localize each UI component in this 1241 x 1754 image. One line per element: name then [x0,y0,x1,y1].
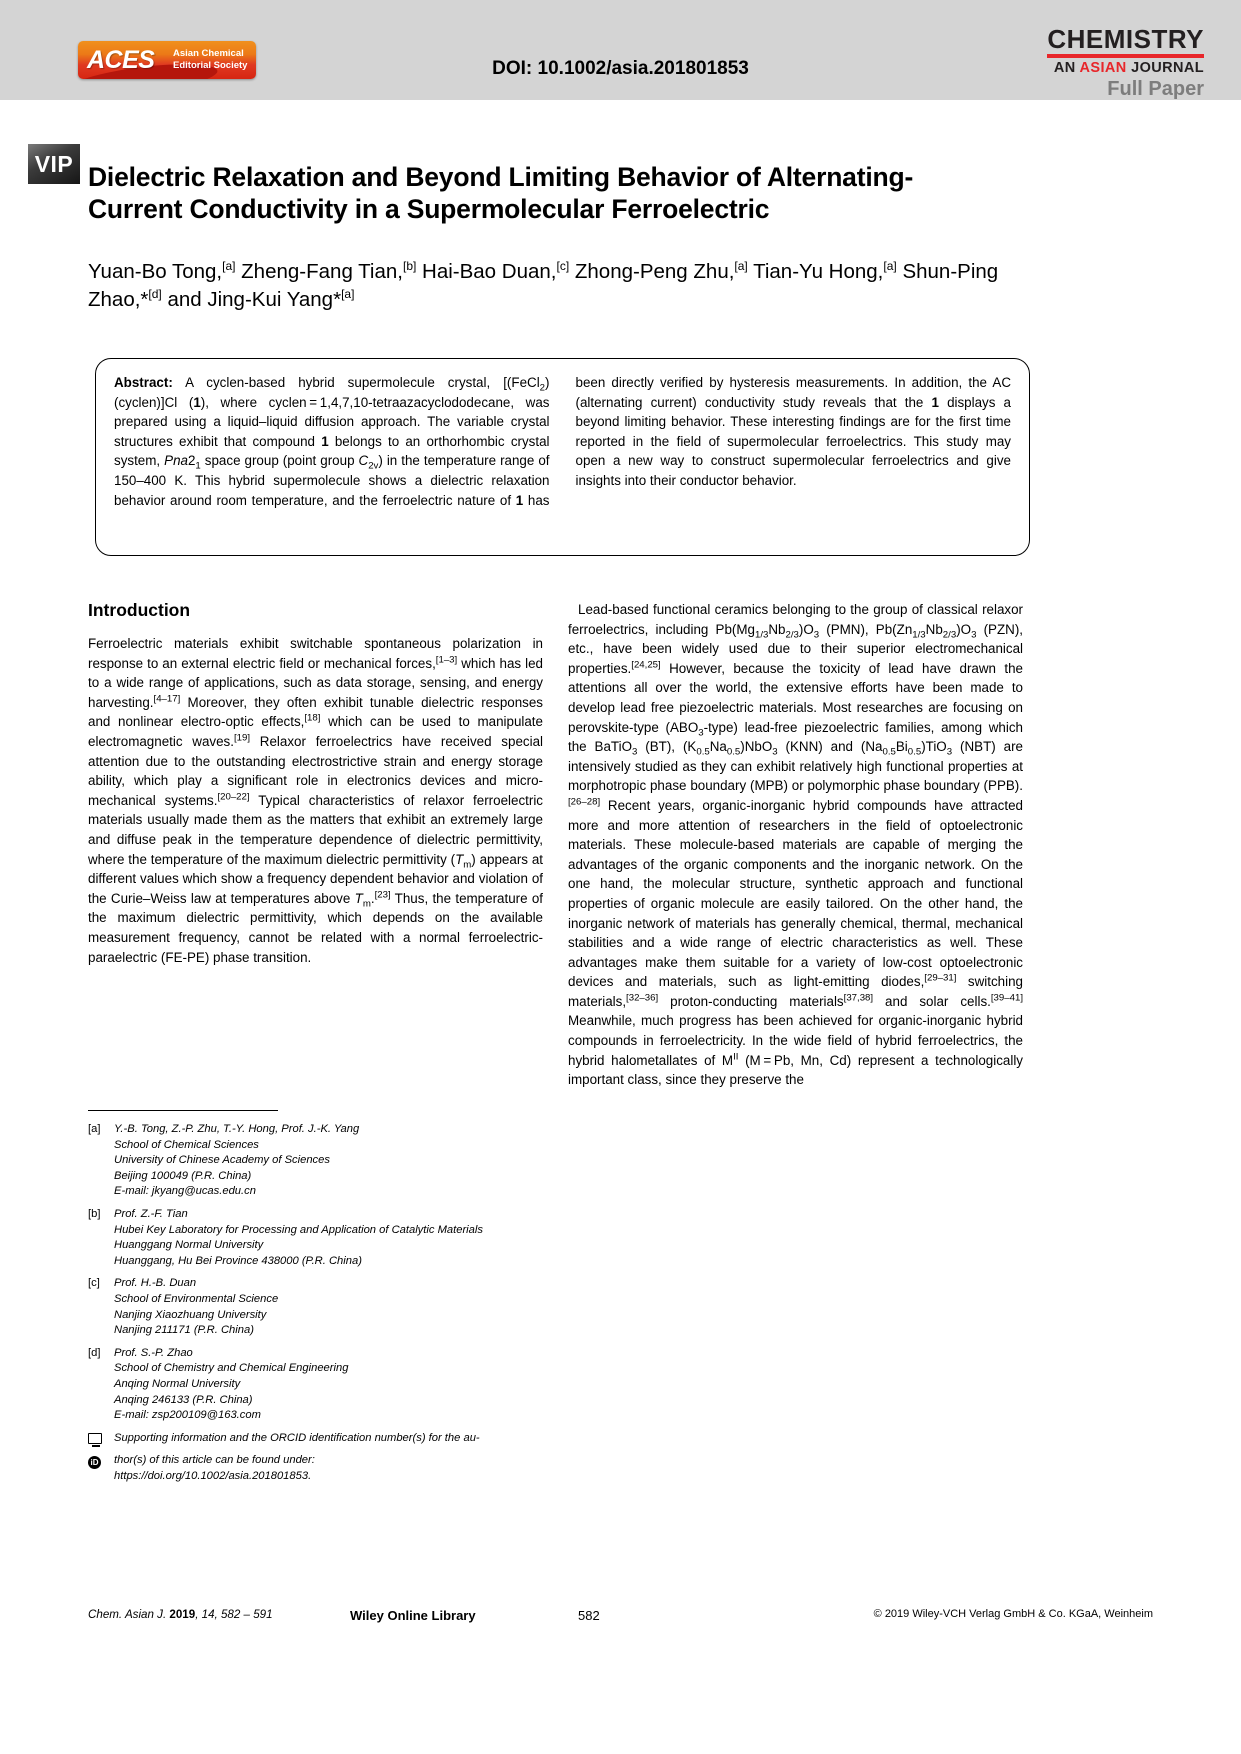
masthead-an: AN [1053,59,1080,76]
affiliation-item-a [88,1122,548,1200]
orcid-icon: iD [88,1453,114,1471]
affiliation-line: Huanggang Normal University [114,1239,264,1252]
affiliation-tag: [b] [88,1207,101,1220]
affiliation-line: Prof. H.-B. Duan [114,1277,197,1290]
journal-masthead [1047,25,1204,101]
affiliation-lines [114,1122,548,1200]
aces-society-line2: Editorial Society [173,59,248,71]
masthead-red-rule [1047,54,1204,58]
affiliation-item-d [88,1346,548,1424]
affiliation-line: Prof. S.-P. Zhao [114,1346,193,1359]
supporting-line-1: Supporting information and the ORCID identification number(s) for the au- [114,1431,480,1444]
affiliation-tag: [a] [88,1123,101,1135]
abstract-text [114,373,1011,510]
footer-page-number: 582 [578,1608,600,1623]
affiliation-line: Hubei Key Laboratory for Processing and Application of Catalytic Materials [114,1223,483,1236]
supporting-information-item [88,1431,548,1450]
abstract-label: Abstract: [114,375,173,390]
affiliation-line: Beijing 100049 (P.R. China) [114,1169,252,1182]
abstract-columns [114,373,1011,510]
monitor-icon [88,1431,114,1450]
affiliation-line: Y.-B. Tong, Z.-P. Zhu, T.-Y. Hong, Prof. J.-K. Yang [114,1123,360,1135]
affiliation-tag: [d] [88,1346,101,1359]
intro-paragraph-2: Lead-based functional ceramics belonging to the group of classical relaxor ferroelectrics, including $Pb(Mg_{1/3}Nb_{2/3})O_3$ (PMN), $Pb(Zn_{1/3}Nb_{2/3})O_3$ (PZN), etc., have been widely used due to their superior electromechanical properties.[24,25] However, because the toxicity of lead have drawn the attentions all over the world, the extensive efforts have been made to develop lead free piezoelectric materials. Most researches are focusing on perovskite-type $(ABO_3-type)$ lead-free piezoelectric families, among which the BaTiO$_3$ (BT), $(K_{0.5}Na_{0.5})NbO_3$ (KNN) and $(Na_{0.5}Bi_{0.5})TiO_3$ (NBT) are intensively studied as they can exhibit relatively high functional properties at morphotropic phase boundary (MPB) or polymorphic phase boundary (PPB).[26–28] Recent years, organic-inorganic hybrid compounds have attracted more and more attention of researchers in the field of optoelectronic materials. These molecule-based materials are capable of merging the advantages of the organic components and the inorganic network. On the one hand, the molecular structure, synthetic approach and functional properties of organic molecule are easily tailored. On the other hand, the inorganic network of materials has generally chemical, thermal, mechanical stabilities and a wide range of electric characteristics as well. These advantages make them suitable for a variety of low-cost optoelectronic devices and materials, such as light-emitting diodes,[29–31] switching materials,[32–36] proton-conducting materials[37,38] and solar cells.[39–41] Meanwhile, much progress has been achieved for organic-inorganic hybrid compounds in ferroelectricity. In the wide field of hybrid ferroelectrics, the hybrid halometallates of $M^{II}$ (M = Pb, Mn, Cd) represent a technologically important class, since they preserve the [568,602,1023,1088]
affiliation-line: Anqing 246133 (P.R. China) [114,1393,253,1406]
aces-wordmark: ACES [87,46,155,74]
affiliation-line: Huanggang, Hu Bei Province 438000 (P.R. China) [114,1254,362,1267]
supporting-line-3-doi-link[interactable]: https://doi.org/10.1002/asia.201801853. [114,1469,312,1482]
footnote-divider [88,1110,278,1111]
affiliation-line: Prof. Z.-F. Tian [114,1207,188,1220]
masthead-an-asian-journal [1047,60,1204,76]
footer-pages: , 14, 582 – 591 [195,1608,273,1621]
affiliation-line: Nanjing 211171 (P.R. China) [114,1324,254,1337]
affiliation-item-c [88,1276,548,1338]
page-title: Dielectric Relaxation and Beyond Limiting Behavior of Alternating-Current Conductivity in a Supermolecular Ferroelectric [88,161,914,224]
affiliation-line: School of Chemical Sciences [114,1138,259,1151]
masthead-asian: ASIAN [1079,59,1127,76]
affiliation-line[interactable]: E-mail: zsp200109@163.com [114,1409,261,1422]
footer-citation [88,1608,273,1621]
supporting-information-text [114,1431,548,1447]
page-header-bar [0,0,1241,100]
vip-badge: VIP [28,144,80,184]
affiliation-line: University of Chinese Academy of Sciences [114,1154,330,1167]
affiliation-tag: [c] [88,1277,100,1290]
footer-copyright: © 2019 Wiley-VCH Verlag GmbH & Co. KGaA, Weinheim [873,1608,1153,1620]
author-line-1: Yuan-Bo Tong,[a] Zheng-Fang Tian,[b] Hai-Bao Duan,[c] Zhong-Peng Zhu,[a] Tian-Yu Hong,[a] [88,259,897,283]
body-column-right [568,600,1023,1090]
affiliation-lines [114,1276,548,1338]
aces-society-line1: Asian Chemical [173,48,244,59]
orcid-text [114,1453,548,1484]
author-list [88,258,1018,314]
affiliation-line: School of Environmental Science [114,1292,279,1305]
masthead-journal: JOURNAL [1126,59,1204,76]
body-column-left [88,600,543,967]
footer-wiley-online-library[interactable]: Wiley Online Library [350,1608,476,1623]
affiliation-item-b [88,1207,548,1269]
affiliation-line: Anqing Normal University [114,1377,241,1390]
footnote-block [88,1122,548,1488]
orcid-item [88,1453,548,1484]
article-type-label: Full Paper [1107,77,1204,100]
affiliation-list [88,1122,548,1424]
abstract-box [95,358,1030,556]
footer-year: 2019 [169,1608,196,1621]
affiliation-line[interactable]: E-mail: jkyang@ucas.edu.cn [114,1185,256,1198]
author-line-2: Shun-Ping Zhao,*[d] and Jing-Kui Yang*[a] [88,260,999,311]
affiliation-lines [114,1207,548,1269]
masthead-chemistry: CHEMISTRY [1047,24,1204,54]
section-heading-introduction: Introduction [88,600,191,620]
intro-paragraph-1: Ferroelectric materials exhibit switchable spontaneous polarization in response to an external electric field or mechanical forces,[1–3] which has led to a wide range of applications, such as data storage, sensing, and energy harvesting.[4–17] Moreover, they often exhibit tunable dielectric responses and nonlinear electro-optic effects,[18] which can be used to manipulate electromagnetic waves.[19] Relaxor ferroelectrics have received special attention due to the outstanding electrostrictive strain and energy storage ability, which play a significant role in electronics devices and micro-mechanical systems.[20–22] Typical characteristics of relaxor ferroelectric materials usually made them as the matters that exhibit an extremely large and diffuse peak in the temperature dependence of dielectric permittivity, where the temperature of the maximum dielectric permittivity $(T_m)$ appears at different values which show a frequency dependent behavior and violation of the Curie–Weiss law at temperatures above $T_m.[23]$ Thus, the temperature of the maximum dielectric permittivity, which depends on the available measurement frequency, cannot be related with a normal ferroelectric-paraelectric (FE-PE) phase transition. [88,636,544,965]
abstract-body: A cyclen-based hybrid supermolecule crystal, [(FeCl$_2$)(cyclen)]Cl (1), where cyclen = 1,4,7,10-tetraazacyclododecane, was prepared using a liquid–liquid diffusion approach. The variable crystal structures exhibit that compound 1 belongs to an orthorhombic crystal system, $Pna2_1$ space group (point group $C_{2v}$) in the temperature range of 150–400 K. This hybrid supermolecule shows a dielectric relaxation behavior around room temperature, and the ferroelectric nature of 1 has been directly verified by hysteresis measurements. In addition, the AC (alternating current) conductivity study reveals that the 1 displays a beyond limiting behavior. These interesting findings are for the first time reported in the field of supermolecular ferroelectrics. This study may open a new way to construct supermolecular ferroelectrics and give insights into their conductor behavior. [114,375,1011,508]
doi-text: DOI: 10.1002/asia.201801853 [492,58,749,79]
footer-journal-name: Chem. Asian J. [88,1608,170,1621]
affiliation-line: School of Chemistry and Chemical Engineering [114,1362,349,1375]
affiliation-line: Nanjing Xiaozhuang University [114,1308,267,1321]
supporting-line-2: thor(s) of this article can be found under: [114,1454,315,1467]
affiliation-lines [114,1346,548,1424]
